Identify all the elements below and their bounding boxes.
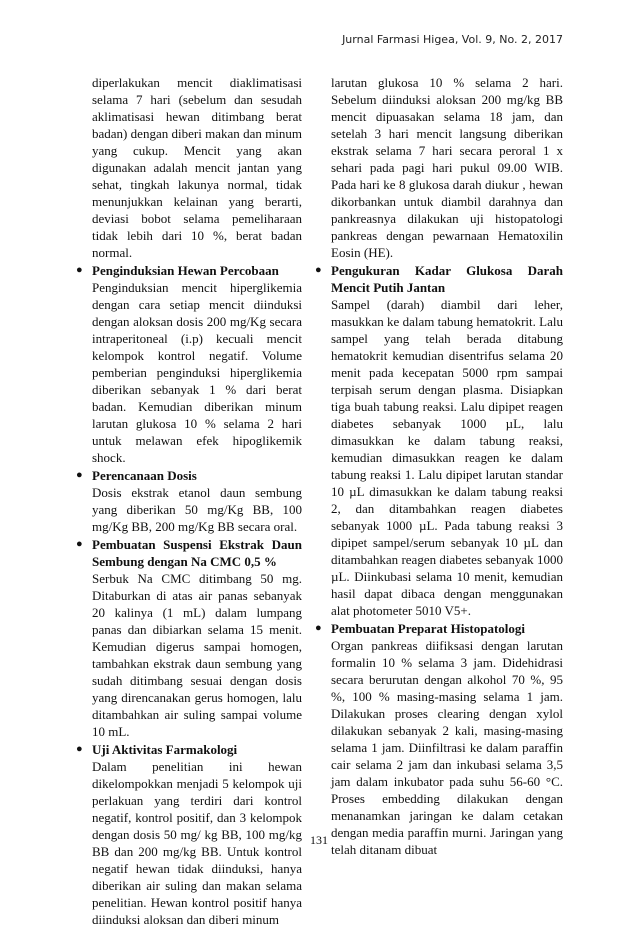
left-intro-paragraph: diperlakukan mencit diaklimatisasi selama 7 hari (sebelum dan sesudah aklimatisasi hewan ditimbang berat badan) dengan diberi makan dan minum yang cukup. Mencit yang akan digunakan adalah mencit jantan yang sehat, tingkah lakunya normal, tidak menunjukkan kelainan yang berarti, deviasi bobot selama pemeliharaan tidak lebih dari 10 %, berat badan normal. <box>92 75 302 260</box>
page-number: 131 <box>310 833 328 847</box>
section-pembuatan-suspensi <box>76 536 302 740</box>
bullet-icon: ● <box>76 538 83 550</box>
section-title: Penginduksian Hewan Percobaan <box>92 263 279 278</box>
section-title: Pembuatan Preparat Histopatologi <box>331 621 526 636</box>
bullet-icon: ● <box>315 264 322 276</box>
section-title: Perencanaan Dosis <box>92 468 197 483</box>
section-title: Uji Aktivitas Farmakologi <box>92 742 238 757</box>
section-body: Dalam penelitian ini hewan dikelompokkan menjadi 5 kelompok uji perlakuan yang terdiri dari kontrol negatif, kontrol positif, dan 3 kelompok dengan dosis 50 mg/ kg BB, 100 mg/kg BB dan 200 mg/kg BB. Untuk kontrol negatif hewan tidak diinduksi, hanya diberikan air suling dan makan selama penelitian. Hewan kontrol positif hanya diinduksi aloksan dan diberi minum <box>92 759 302 927</box>
section-penginduksian <box>76 262 302 466</box>
section-pengukuran-glukosa <box>315 262 563 619</box>
left-column <box>76 74 302 928</box>
bullet-icon: ● <box>76 743 83 755</box>
journal-header: Jurnal Farmasi Higea, Vol. 9, No. 2, 2017 <box>342 33 563 46</box>
section-body: Organ pankreas diifiksasi dengan larutan formalin 10 % selama 3 jam. Didehidrasi secara berurutan dengan alkohol 70 %, 95 %, 100 % masing-masing selama 1 jam. Dilakukan proses clearing dengan xylol dilakukan sebanyak 2 kali, masing-masing selama 1 jam. Diinfiltrasi ke dalam paraffin cair selama 2 jam dan inkubasi selama 3,5 jam dalam inkubator pada suhu 56-60 °C. Proses embedding dilakukan dengan menanamkan jaringan ke dalam cetakan dengan media paraffin murni. Jaringan yang telah ditanam dibuat <box>331 638 563 857</box>
section-body: Dosis ekstrak etanol daun sembung yang diberikan 50 mg/Kg BB, 100 mg/Kg BB, 200 mg/Kg BB secara oral. <box>92 485 302 534</box>
section-body: Serbuk Na CMC ditimbang 50 mg. Ditaburkan di atas air panas sebanyak 20 kalinya (1 mL) dalam lumpang panas dan dibiarkan selama 15 menit. Kemudian digerus sampai homogen, tambahkan ekstrak daun sembung yang sudah ditimbang sesuai dengan dosis yang direncanakan gerus homogen, lalu ditambahkan air suling sampai volume 10 mL. <box>92 571 302 739</box>
bullet-icon: ● <box>315 622 322 634</box>
section-perencanaan-dosis <box>76 467 302 535</box>
section-body: Penginduksian mencit hiperglikemia dengan cara setiap mencit diinduksi dengan aloksan dosis 200 mg/Kg secara intraperitoneal (i.p) kecuali mencit kelompok kontrol negatif. Volume pemberian penginduksi hiperglikemia diberikan sebanyak 1 % dari berat badan. Kemudian diberikan minum larutan glukosa 10 % selama 2 hari untuk melawan efek hipoglikemik shock. <box>92 280 302 465</box>
bullet-icon: ● <box>76 469 83 481</box>
section-title: Pembuatan Suspensi Ekstrak Daun Sembung dengan Na CMC 0,5 % <box>92 537 302 569</box>
right-intro-paragraph: larutan glukosa 10 % selama 2 hari. Sebelum diinduksi aloksan 200 mg/kg BB mencit dipuasakan selama 18 jam, dan setelah 3 hari mencit langsung diberikan ekstrak selama 7 hari secara peroral 1 x sehari pada pagi hari pukul 09.00 WIB. Pada hari ke 8 glukosa darah diukur , hewan dikorbankan untuk diambil darahnya dan pankreasnya dilakukan uji histopatologi pankreas dengan pewarnaan Hematoxilin Eosin (HE). <box>331 75 563 260</box>
bullet-icon: ● <box>76 264 83 276</box>
section-body: Sampel (darah) diambil dari leher, masukkan ke dalam tabung hematokrit. Lalu sampel yang telah berada ditabung hematokrit kemudian disentrifus selama 20 menit pada kecepatan 5000 rpm sampai terpisah serum dengan plasma. Disiapkan tiga buah tabung reaksi. Lalu dipipet reagen diabetes sebanyak 1000 µL, lalu dimasukkan ke dalam tabung reaksi, kemudian dimasukkan reagen ke dalam tabung reaksi 1. Lalu dipipet larutan standar 10 µL dimasukkan ke dalam tabung reaksi 2, dan ditambahkan reagen diabetes sebanyak 1000 µL. Pada tabung reaksi 3 dipipet sampel/serum sebanyak 10 µL dan ditambahkan reagen diabetes sebanyak 1000 µL. Diinkubasi selama 10 menit, kemudian hasil dapat dibaca dengan menggunakan alat photometer 5010 V5+. <box>331 297 563 618</box>
section-title: Pengukuran Kadar Glukosa Darah Mencit Putih Jantan <box>331 263 563 295</box>
